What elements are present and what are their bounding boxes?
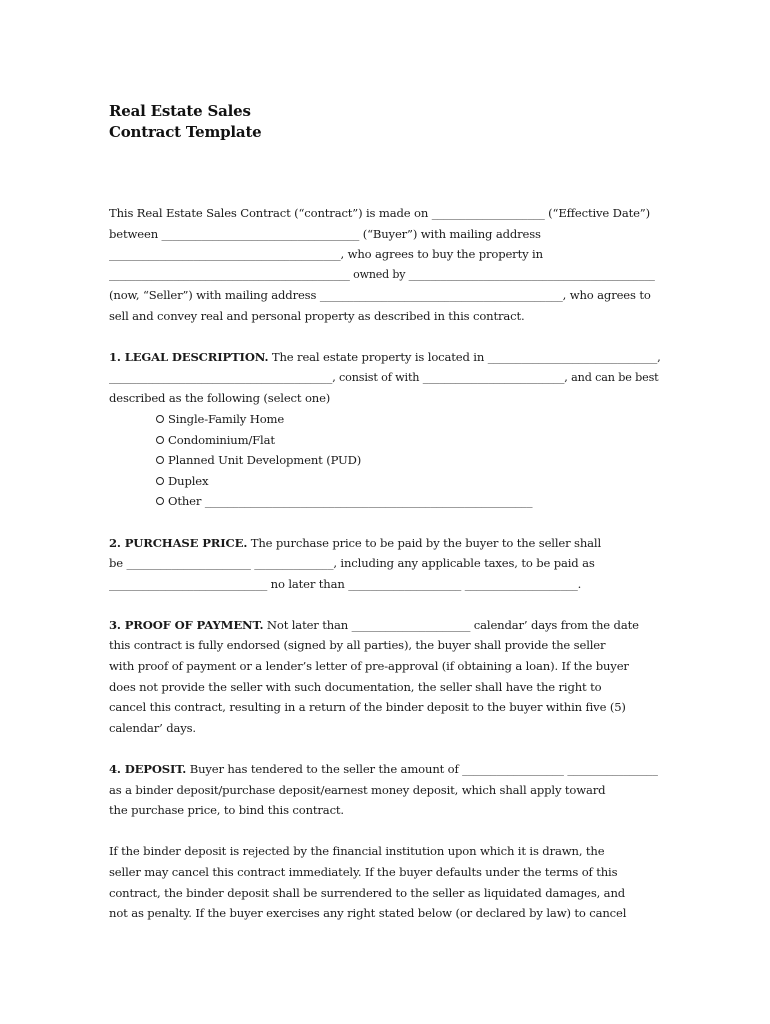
section-4-line: the purchase price, to bind this contract. xyxy=(109,803,344,818)
section-2-line xyxy=(109,533,661,554)
section-3-line: with proof of payment or a lender’s letter of pre-approval (if obtaining a loan). If the buyer xyxy=(109,659,629,674)
section-2-heading: 2. PURCHASE PRICE. xyxy=(109,535,248,550)
title-line-1: Real Estate Sales xyxy=(109,102,251,120)
section-2-text: The purchase price to be paid by the buyer to the seller shall xyxy=(247,535,602,550)
option-pud[interactable] xyxy=(109,450,661,471)
section-3-line: calendar’ days. xyxy=(109,720,196,735)
section-1-line xyxy=(109,347,661,368)
rejection-line: seller may cancel this contract immediately. If the buyer defaults under the terms of this xyxy=(109,865,618,879)
rejection-line: If the binder deposit is rejected by the financial institution upon which it is drawn, the xyxy=(109,844,605,859)
title-line-2: Contract Template xyxy=(109,123,262,141)
intro-line: _____________________________________________ owned by ______________________________________________ xyxy=(109,267,655,281)
intro-line: (now, “Seller”) with mailing address ___________________________________________, who agrees to xyxy=(109,288,651,303)
section-4-heading: 4. DEPOSIT. xyxy=(109,762,187,777)
rejection-line: not as penalty. If the buyer exercises any right stated below (or declared by law) to cancel xyxy=(109,906,627,921)
radio-circle-icon[interactable] xyxy=(156,497,164,505)
document-body xyxy=(109,203,661,924)
option-single-family[interactable] xyxy=(109,409,661,430)
radio-circle-icon[interactable] xyxy=(156,415,164,423)
section-2-line: ____________________________ no later than ____________________ ____________________. xyxy=(109,576,582,591)
section-4-text: Buyer has tendered to the seller the amount of __________________ ________________ xyxy=(186,762,658,777)
intro-line: _________________________________________, who agrees to buy the property in xyxy=(109,247,543,262)
section-1-line: described as the following (select one) xyxy=(109,391,331,406)
section-3-line xyxy=(109,615,661,636)
radio-circle-icon[interactable] xyxy=(156,477,164,485)
rejection-line: contract, the binder deposit shall be surrendered to the seller as liquidated damages, and xyxy=(109,885,626,900)
section-3-line: cancel this contract, resulting in a return of the binder deposit to the buyer within five (5) xyxy=(109,700,626,715)
section-1-text: The real estate property is located in ______________________________, xyxy=(268,350,661,365)
option-duplex[interactable] xyxy=(109,471,661,492)
section-2-line: be ______________________ ______________, including any applicable taxes, to be paid as xyxy=(109,556,595,571)
document-title xyxy=(109,101,262,143)
option-label: Other __________________________________________________________ xyxy=(168,494,533,509)
section-3-line: does not provide the seller with such documentation, the seller shall have the right to xyxy=(109,679,602,694)
section-3-heading: 3. PROOF OF PAYMENT. xyxy=(109,617,264,632)
option-label: Planned Unit Development (PUD) xyxy=(168,453,362,468)
option-other[interactable] xyxy=(109,491,661,512)
option-label: Duplex xyxy=(168,473,209,488)
intro-line: between ___________________________________ (“Buyer”) with mailing address xyxy=(109,226,541,241)
intro-line: This Real Estate Sales Contract (“contract”) is made on ____________________ (“Effective Date”) xyxy=(109,206,650,220)
radio-circle-icon[interactable] xyxy=(156,456,164,464)
section-4-line xyxy=(109,759,661,780)
section-3-line: this contract is fully endorsed (signed by all parties), the buyer shall provide the seller xyxy=(109,638,606,653)
option-label: Single-Family Home xyxy=(168,411,285,426)
section-4-line: as a binder deposit/purchase deposit/earnest money deposit, which shall apply toward xyxy=(109,782,606,797)
intro-line: sell and convey real and personal property as described in this contract. xyxy=(109,308,525,323)
section-3-text: Not later than _____________________ calendar’ days from the date xyxy=(263,617,639,632)
option-label: Condominium/Flat xyxy=(168,432,275,447)
option-condominium[interactable] xyxy=(109,430,661,451)
section-1-line: _________________________________________, consist of with __________________________, and can be best xyxy=(109,370,659,384)
radio-circle-icon[interactable] xyxy=(156,436,164,444)
section-1-heading: 1. LEGAL DESCRIPTION. xyxy=(109,350,269,365)
